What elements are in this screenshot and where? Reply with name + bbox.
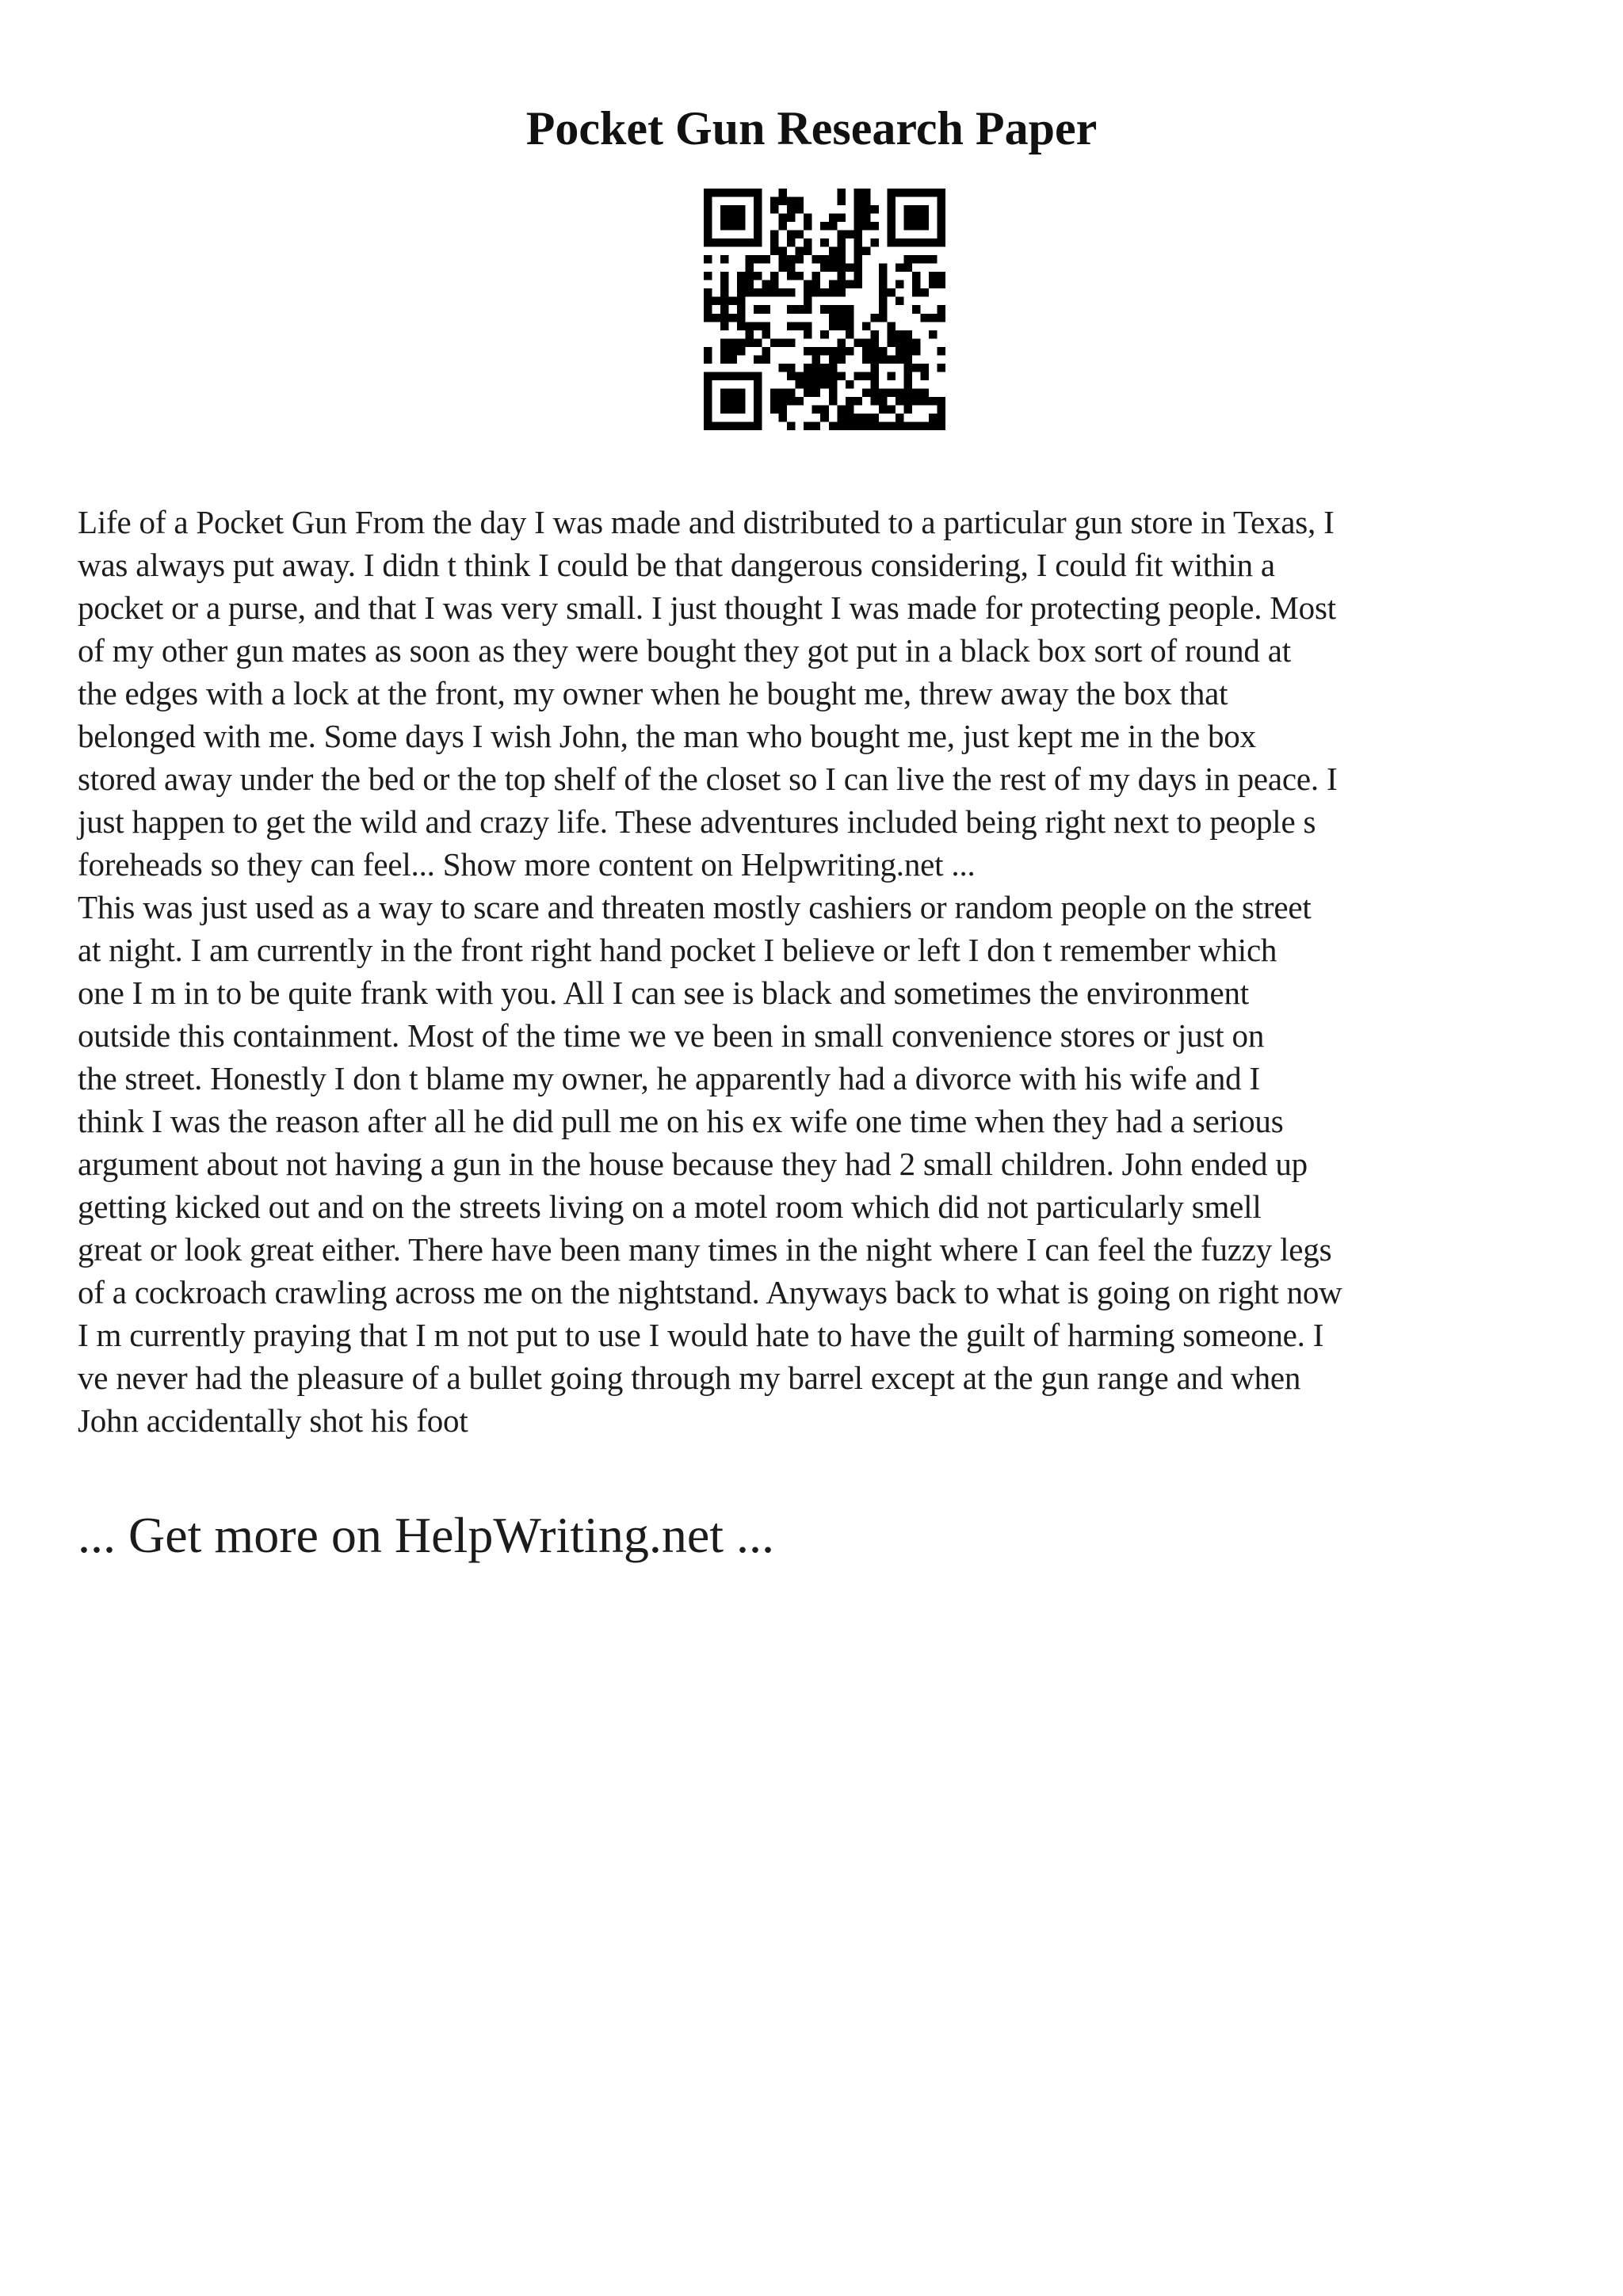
body-line: think I was the reason after all he did pull me on his ex wife one time when they had a serious <box>78 1103 1284 1139</box>
body-line: of a cockroach crawling across me on the nightstand. Anyways back to what is going on right now <box>78 1274 1342 1310</box>
body-line: stored away under the bed or the top shelf of the closet so I can live the rest of my days in peace. I <box>78 761 1338 797</box>
body-line: I m currently praying that I m not put to use I would hate to have the guilt of harming someone. I <box>78 1317 1324 1353</box>
body-line: was always put away. I didn t think I could be that dangerous considering, I could fit within a <box>78 547 1275 583</box>
get-more-link[interactable]: ... Get more on HelpWriting.net ... <box>78 1507 774 1563</box>
body-line: of my other gun mates as soon as they were bought they got put in a black box sort of round at <box>78 632 1291 669</box>
body-line: This was just used as a way to scare and threaten mostly cashiers or random people on the street <box>78 889 1312 925</box>
body-line: the edges with a lock at the front, my owner when he bought me, threw away the box that <box>78 675 1228 711</box>
body-line: just happen to get the wild and crazy life. These adventures included being right next to people s <box>78 803 1316 840</box>
body-line: getting kicked out and on the streets living on a motel room which did not particularly smell <box>78 1188 1262 1225</box>
qr-code-icon <box>704 189 945 430</box>
body-line: the street. Honestly I don t blame my owner, he apparently had a divorce with his wife and I <box>78 1060 1260 1097</box>
body-line: ve never had the pleasure of a bullet going through my barrel except at the gun range and when <box>78 1360 1301 1396</box>
body-line: at night. I am currently in the front right hand pocket I believe or left I don t remember which <box>78 932 1277 968</box>
body-line: argument about not having a gun in the house because they had 2 small children. John ended up <box>78 1146 1308 1182</box>
body-line: outside this containment. Most of the time we ve been in small convenience stores or just on <box>78 1017 1265 1054</box>
page-title: Pocket Gun Research Paper <box>525 102 1098 154</box>
body-line: great or look great either. There have been many times in the night where I can feel the fuzzy legs <box>78 1231 1332 1268</box>
body-line: Life of a Pocket Gun From the day I was made and distributed to a particular gun store in Texas, I <box>78 504 1335 540</box>
body-line: pocket or a purse, and that I was very small. I just thought I was made for protecting people. Most <box>78 589 1336 626</box>
body-line: John accidentally shot his foot <box>78 1402 468 1439</box>
body-line: one I m in to be quite frank with you. All I can see is black and sometimes the environment <box>78 974 1249 1011</box>
body-line: belonged with me. Some days I wish John, the man who bought me, just kept me in the box <box>78 718 1256 754</box>
body-text <box>78 501 1553 1442</box>
body-line: foreheads so they can feel... Show more content on Helpwriting.net ... <box>78 846 976 883</box>
